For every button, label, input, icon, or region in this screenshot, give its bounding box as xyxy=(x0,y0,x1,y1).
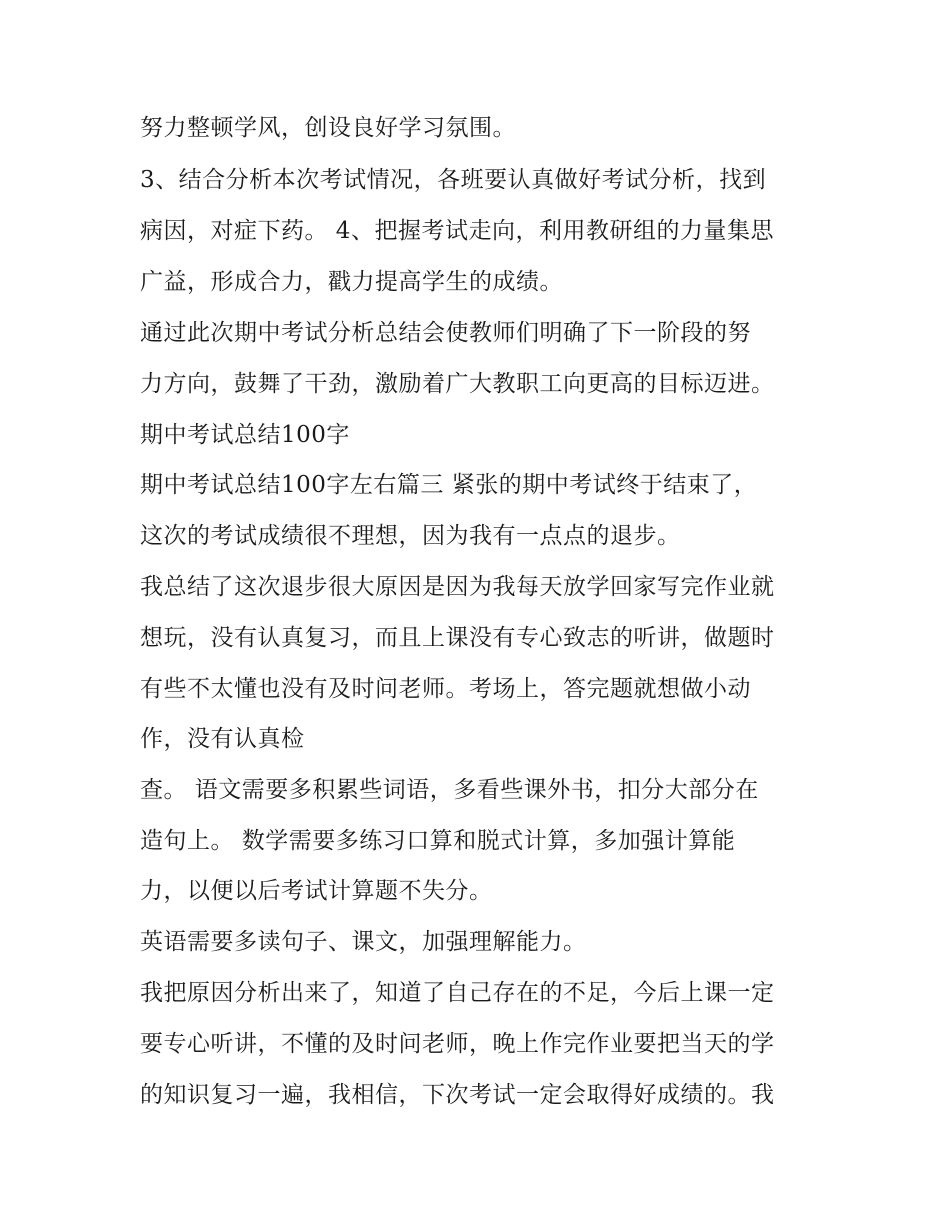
text-line-16: 力，以便以后考试计算题不失分。 xyxy=(140,878,493,904)
text-line-17: 英语需要多读句子、课文，加强理解能力。 xyxy=(140,929,587,955)
text-line-14: 查。 语文需要多积累些词语，多看些课外书，扣分大部分在 xyxy=(140,777,759,803)
text-line-6: 力方向，鼓舞了干劲，激励着广大教职工向更高的目标迈进。 xyxy=(140,371,775,397)
text-line-15: 造句上。 数学需要多练习口算和脱式计算，多加强计算能 xyxy=(140,828,736,854)
text-line-11: 想玩，没有认真复习，而且上课没有专心致志的听讲，做题时 xyxy=(140,625,775,651)
text-line-20: 的知识复习一遍，我相信，下次考试一定会取得好成绩的。我 xyxy=(140,1082,775,1108)
text-line-5: 通过此次期中考试分析总结会使教师们明确了下一阶段的努 xyxy=(140,320,751,346)
text-line-4: 广益，形成合力，戳力提高学生的成绩。 xyxy=(140,269,563,295)
text-line-2: 3、结合分析本次考试情况，各班要认真做好考试分析，找到 xyxy=(140,167,767,193)
text-line-8: 期中考试总结100字左右篇三 紧张的期中考试终于结束了， xyxy=(140,472,758,498)
text-line-9: 这次的考试成绩很不理想，因为我有一点点的退步。 xyxy=(140,523,681,549)
text-line-12: 有些不太懂也没有及时问老师。考场上，答完题就想做小动 xyxy=(140,676,751,702)
text-line-3: 病因，对症下药。 4、把握考试走向，利用教研组的力量集思 xyxy=(140,218,774,244)
text-line-10: 我总结了这次退步很大原因是因为我每天放学回家写完作业就 xyxy=(140,574,775,600)
section-heading: 期中考试总结100字 xyxy=(140,422,350,448)
text-line-19: 要专心听讲，不懂的及时问老师，晚上作完作业要把当天的学 xyxy=(140,1031,775,1057)
text-line-18: 我把原因分析出来了，知道了自己存在的不足，今后上课一定 xyxy=(140,980,775,1006)
text-line-1: 努力整顿学风，创设良好学习氛围。 xyxy=(140,115,516,141)
text-line-13: 作，没有认真检 xyxy=(140,726,305,752)
